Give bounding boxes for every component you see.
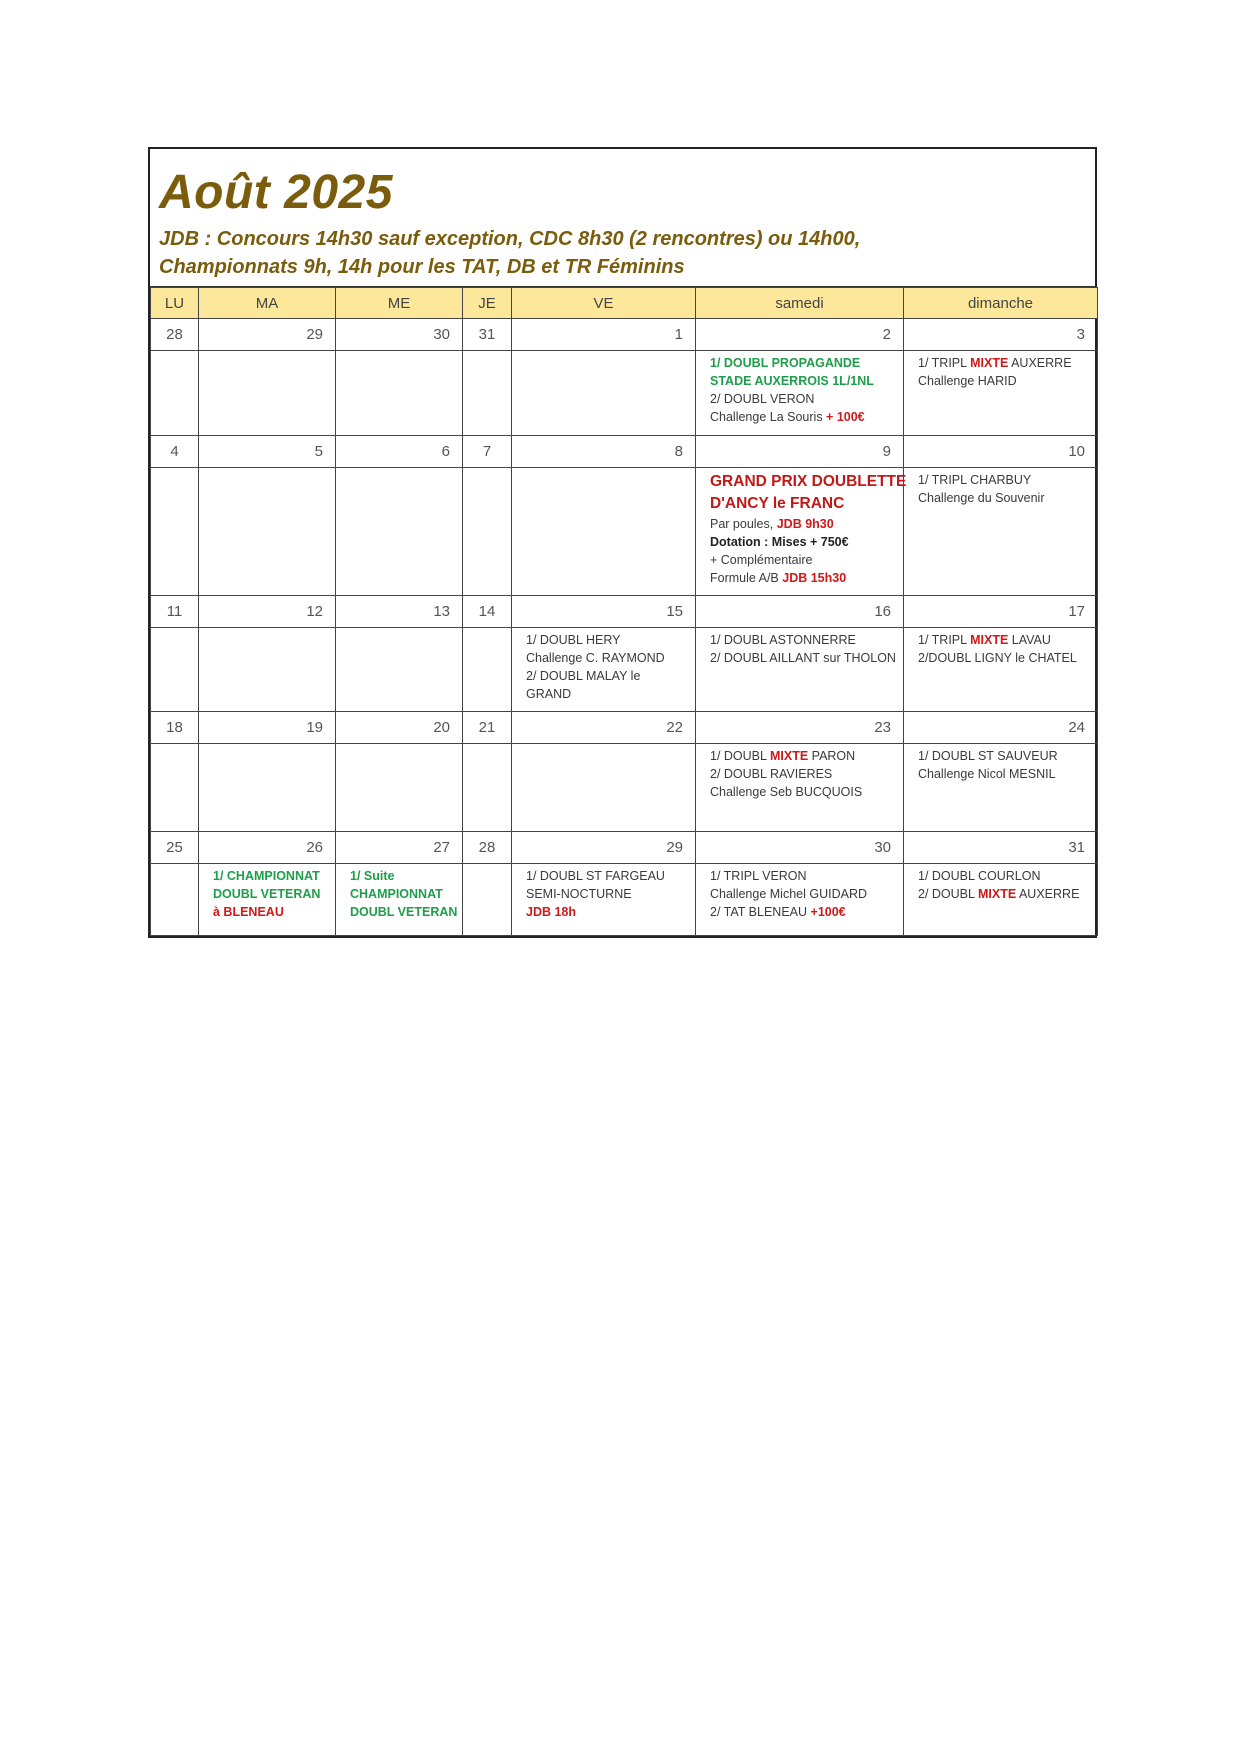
day-cell-events: [904, 744, 1098, 832]
day-cell: [151, 628, 199, 712]
event-line: 1/ CHAMPIONNAT: [213, 869, 320, 883]
week-2-dates: [151, 436, 1098, 468]
schedule-note: [159, 225, 1095, 281]
weekday-saturday: samedi: [696, 288, 904, 319]
day-cell-events: [512, 864, 696, 936]
event-line: [918, 885, 1085, 903]
event-text: LAVAU: [1008, 633, 1051, 647]
date-number: 8: [512, 436, 696, 468]
day-cell-events: [696, 351, 904, 436]
week-5-events: [151, 864, 1098, 936]
date-number: 23: [696, 712, 904, 744]
date-number: 16: [696, 596, 904, 628]
day-cell: [336, 351, 463, 436]
date-number: 30: [336, 319, 463, 351]
event-line: 2/ DOUBL MALAY le: [526, 669, 641, 683]
date-number: 20: [336, 712, 463, 744]
mixte-tag: MIXTE: [970, 633, 1009, 647]
day-cell: [336, 744, 463, 832]
date-number: 13: [336, 596, 463, 628]
event-line: + Complémentaire: [710, 553, 813, 567]
event-line: 1/ Suite: [350, 869, 395, 883]
week-2-events: [151, 468, 1098, 596]
event-line: [918, 631, 1085, 649]
day-cell: [151, 468, 199, 596]
mixte-tag: MIXTE: [769, 749, 809, 763]
event-text: 2/ TAT BLENEAU: [710, 905, 811, 919]
date-number: 5: [199, 436, 336, 468]
day-cell: [463, 628, 512, 712]
event-line: Challenge Michel GUIDARD: [710, 887, 868, 901]
event-headline: GRAND PRIX DOUBLETTE: [710, 473, 907, 490]
date-number: 25: [151, 832, 199, 864]
week-3-events: [151, 628, 1098, 712]
date-number: 22: [512, 712, 696, 744]
time-text: JDB 18h: [526, 905, 577, 919]
day-cell: [199, 628, 336, 712]
day-cell: [512, 351, 696, 436]
event-line: DOUBL VETERAN: [213, 887, 321, 901]
day-cell: [336, 468, 463, 596]
day-cell-events: [199, 864, 336, 936]
page-title: Août 2025: [159, 166, 393, 219]
day-cell: [463, 864, 512, 936]
date-number: 15: [512, 596, 696, 628]
weekday-friday: VE: [512, 288, 696, 319]
event-headline: D'ANCY le FRANC: [710, 495, 845, 512]
weekday-header-row: [151, 288, 1098, 319]
date-number: 27: [336, 832, 463, 864]
event-line: [710, 408, 891, 426]
event-line: 2/DOUBL LIGNY le CHATEL: [918, 651, 1077, 665]
event-line: 1/ TRIPL CHARBUY: [918, 473, 1032, 487]
date-number: 11: [151, 596, 199, 628]
day-cell: [463, 744, 512, 832]
day-cell: [151, 744, 199, 832]
date-number: 29: [199, 319, 336, 351]
event-line: CHAMPIONNAT: [350, 887, 443, 901]
weekday-wednesday: ME: [336, 288, 463, 319]
mixte-tag: MIXTE: [970, 356, 1009, 370]
schedule-note-line-1: JDB : Concours 14h30 sauf exception, CDC 8h30 (2 rencontres) ou 14h00,: [159, 228, 861, 250]
day-cell-events: [696, 864, 904, 936]
date-number: 14: [463, 596, 512, 628]
calendar-header: [150, 149, 1095, 287]
event-line: à BLENEAU: [213, 905, 284, 919]
day-cell-events: [904, 864, 1098, 936]
event-text: 1/ DOUBL: [710, 749, 770, 763]
date-number: 10: [904, 436, 1098, 468]
event-text: 1/ TRIPL: [918, 633, 971, 647]
event-text: 2/ DOUBL: [918, 887, 978, 901]
date-number: 3: [904, 319, 1098, 351]
calendar: [148, 147, 1097, 938]
time-text: JDB 15h30: [782, 571, 847, 585]
date-number: 17: [904, 596, 1098, 628]
date-number: 26: [199, 832, 336, 864]
event-text: Par poules,: [710, 517, 777, 531]
event-line: 1/ DOUBL HERY: [526, 633, 621, 647]
day-cell: [151, 351, 199, 436]
weekday-sunday: dimanche: [904, 288, 1098, 319]
time-text: JDB 9h30: [776, 517, 834, 531]
weekday-thursday: JE: [463, 288, 512, 319]
week-3-dates: [151, 596, 1098, 628]
day-cell: [512, 468, 696, 596]
event-line: Challenge HARID: [918, 374, 1017, 388]
date-number: 30: [696, 832, 904, 864]
event-line: 1/ TRIPL VERON: [710, 869, 807, 883]
day-cell: [199, 468, 336, 596]
day-cell: [151, 864, 199, 936]
weekday-tuesday: MA: [199, 288, 336, 319]
prize-text: +100€: [810, 905, 846, 919]
day-cell-events: [696, 744, 904, 832]
date-number: 28: [151, 319, 199, 351]
date-number: 31: [463, 319, 512, 351]
event-line: Challenge Seb BUCQUOIS: [710, 785, 863, 799]
day-cell: [463, 351, 512, 436]
event-text: AUXERRE: [1008, 356, 1072, 370]
date-number: 2: [696, 319, 904, 351]
mixte-tag: MIXTE: [977, 887, 1017, 901]
event-line: [918, 354, 1085, 372]
event-text: Formule A/B: [710, 571, 783, 585]
date-number: 4: [151, 436, 199, 468]
weekday-monday: LU: [151, 288, 199, 319]
event-line: 1/ DOUBL ST FARGEAU: [526, 869, 665, 883]
day-cell-events: [904, 351, 1098, 436]
date-number: 28: [463, 832, 512, 864]
event-line: DOUBL VETERAN: [350, 905, 458, 919]
day-cell: [199, 351, 336, 436]
day-cell-events: [904, 468, 1098, 596]
day-cell-events: [904, 628, 1098, 712]
event-line: STADE AUXERROIS 1L/1NL: [710, 374, 874, 388]
event-line: 1/ DOUBL COURLON: [918, 869, 1041, 883]
event-text: AUXERRE: [1016, 887, 1080, 901]
day-cell-events: [512, 628, 696, 712]
day-cell: [512, 744, 696, 832]
event-line: 2/ DOUBL VERON: [710, 392, 815, 406]
event-line: 1/ DOUBL PROPAGANDE: [710, 356, 861, 370]
week-4-dates: [151, 712, 1098, 744]
event-line: 1/ DOUBL ST SAUVEUR: [918, 749, 1058, 763]
day-cell-events: [336, 864, 463, 936]
event-line: 2/ DOUBL RAVIERES: [710, 767, 833, 781]
date-number: 6: [336, 436, 463, 468]
week-1-events: [151, 351, 1098, 436]
event-text: Challenge La Souris: [710, 410, 827, 424]
day-cell: [199, 744, 336, 832]
prize-text: + 100€: [826, 410, 865, 424]
event-line: Dotation : Mises + 750€: [710, 535, 849, 549]
week-5-dates: [151, 832, 1098, 864]
event-line: 2/ DOUBL AILLANT sur THOLON: [710, 651, 896, 665]
event-line: [710, 515, 891, 533]
event-line: 1/ DOUBL ASTONNERRE: [710, 633, 856, 647]
date-number: 9: [696, 436, 904, 468]
event-line: Challenge Nicol MESNIL: [918, 767, 1056, 781]
event-text: PARON: [808, 749, 856, 763]
date-number: 29: [512, 832, 696, 864]
schedule-note-line-2: Championnats 9h, 14h pour les TAT, DB et TR Féminins: [159, 256, 685, 278]
event-line: Challenge C. RAYMOND: [526, 651, 665, 665]
week-1-dates: [151, 319, 1098, 351]
date-number: 19: [199, 712, 336, 744]
date-number: 21: [463, 712, 512, 744]
week-4-events: [151, 744, 1098, 832]
day-cell-events: [696, 468, 907, 596]
date-number: 31: [904, 832, 1098, 864]
date-number: 24: [904, 712, 1098, 744]
event-line: SEMI-NOCTURNE: [526, 887, 632, 901]
event-line: [710, 569, 891, 587]
event-line: [710, 747, 891, 765]
day-cell-events: [696, 628, 904, 712]
event-line: [710, 903, 891, 921]
date-number: 7: [463, 436, 512, 468]
date-number: 12: [199, 596, 336, 628]
event-text: 1/ TRIPL: [918, 356, 971, 370]
date-number: 18: [151, 712, 199, 744]
calendar-grid: [150, 287, 1098, 936]
day-cell: [336, 628, 463, 712]
event-line: GRAND: [526, 687, 572, 701]
date-number: 1: [512, 319, 696, 351]
event-line: Challenge du Souvenir: [918, 491, 1045, 505]
day-cell: [463, 468, 512, 596]
